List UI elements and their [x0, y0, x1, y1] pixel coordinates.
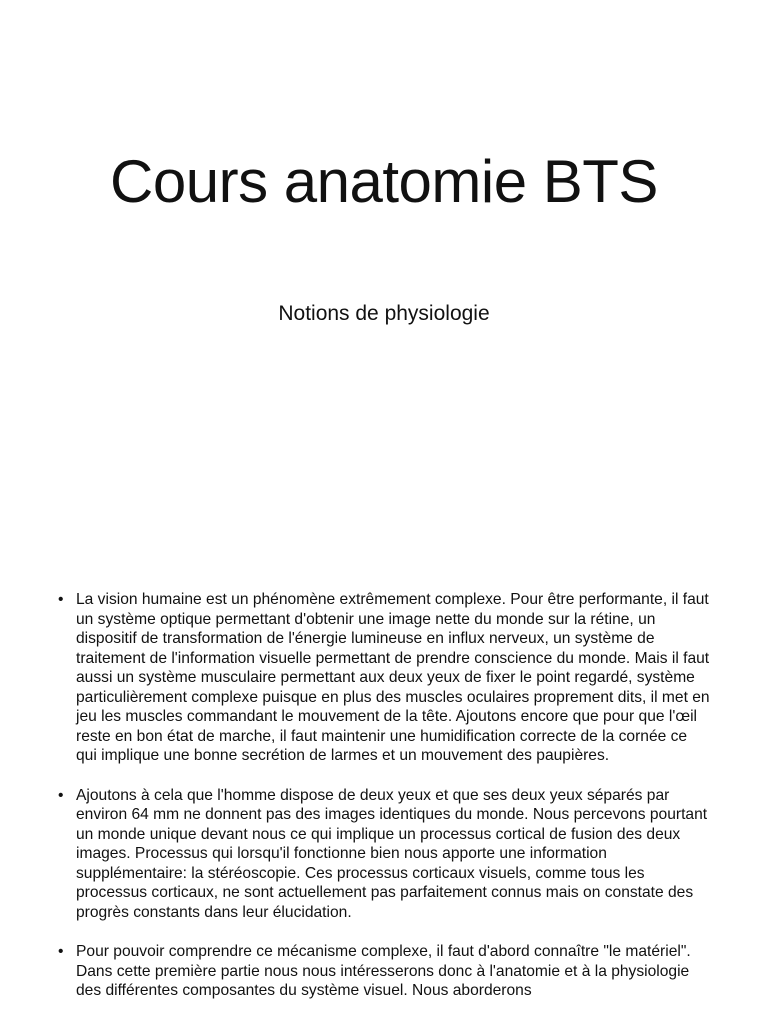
bullet-text-2: Ajoutons à cela que l'homme dispose de deux yeux et que ses deux yeux séparés par environ 64 mm ne donnent pas des images identiques du monde. Nous percevons pourtant un monde unique devant nous ce qui implique un processus cortical de fusion des deux images. Processus qui lorsqu'il fonctionne bien nous apporte une information supplémentaire: la stéréoscopie. Ces processus corticaux visuels, comme tous les processus corticaux, ne sont actuellement pas parfaitement connus mais on constate des progrès constants dans leur élucidation.	[76, 786, 708, 921]
bullet-item-1	[54, 590, 710, 766]
bullet-text-3: Pour pouvoir comprendre ce mécanisme complexe, il faut d'abord connaître "le matériel". Dans cette première partie nous nous intéresserons donc à l'anatomie et à la physiologie des différentes composantes du système visuel. Nous aborderons	[76, 943, 691, 999]
bullet-item-2	[54, 786, 710, 923]
bullet-dot-icon: •	[58, 786, 64, 804]
slide-subtitle: Notions de physiologie	[278, 302, 490, 325]
bullet-dot-icon: •	[58, 943, 64, 960]
bullet-list	[54, 590, 710, 1021]
slide-title: Cours anatomie BTS	[110, 148, 658, 215]
bullet-item-3	[54, 942, 710, 1001]
bullet-dot-icon: •	[58, 591, 64, 608]
bullet-text-1: La vision humaine est un phénomène extrêmement complexe. Pour être performante, il faut un système optique permettant d'obtenir une image nette du monde sur la rétine, un dispositif de transformation de l'énergie lumineuse en influx nerveux, un système de traitement de l'information visuelle permettant de prendre conscience du monde. Mais il faut aussi un système musculaire permettant aux deux yeux de fixer le point regardé, système particulièrement complexe puisque en plus des muscles oculaires proprement dits, il met en jeu les muscles commandant le mouvement de la tête. Ajoutons encore que pour que l'œil reste en bon état de marche, il faut maintenir une humidification correcte de la cornée ce qui implique une bonne secrétion de larmes et un mouvement des paupières.	[76, 591, 710, 764]
